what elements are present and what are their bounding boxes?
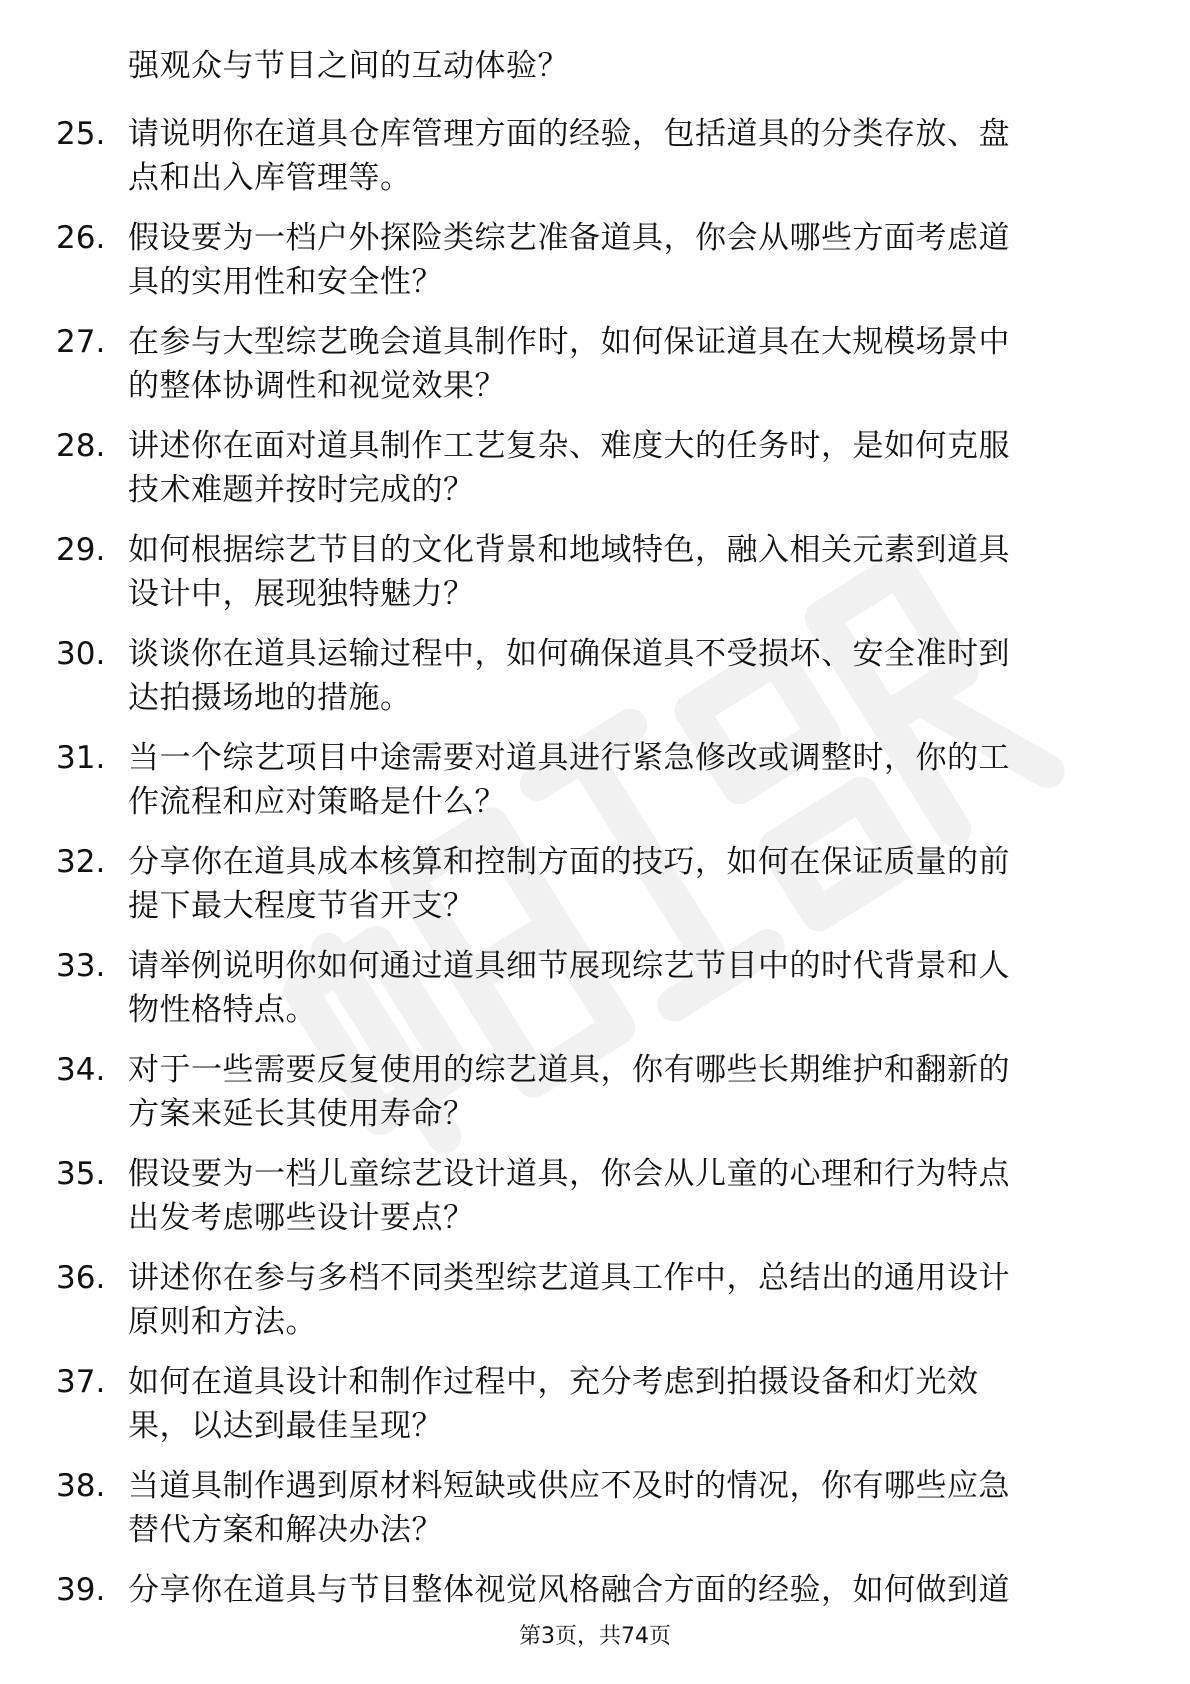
question-number: 35. [56,1156,106,1192]
question-number: 28. [56,428,106,464]
question-text [128,1568,1114,1612]
question-item [0,528,1190,632]
question-item [0,112,1190,216]
question-text-line: 方案来延长其使用寿命？ [128,1096,475,1132]
question-text-line: 设计中，展现独特魅力？ [128,576,475,612]
question-text [128,112,1114,200]
question-number: 39. [56,1572,106,1608]
question-text-line: 分享你在道具与节目整体视觉风格融合方面的经验，如何做到道 [128,1572,1010,1608]
question-item [0,1464,1190,1568]
question-text-line: 如何在道具设计和制作过程中，充分考虑到拍摄设备和灯光效 [128,1364,979,1400]
question-text [128,1464,1114,1552]
question-text [128,632,1114,720]
question-number: 30. [56,636,106,672]
question-text [128,320,1114,408]
question-number: 29. [56,532,106,568]
question-item [0,736,1190,840]
question-item [0,424,1190,528]
question-number: 26. [56,220,106,256]
question-text-line: 谈谈你在道具运输过程中，如何确保道具不受损坏、安全准时到 [128,636,1010,672]
page-footer: 第3页，共74页 [519,1624,671,1649]
question-number: 27. [56,324,106,360]
question-item [0,1568,1190,1672]
question-text-line: 如何根据综艺节目的文化背景和地域特色，融入相关元素到道具 [128,532,1010,568]
question-text-line: 原则和方法。 [128,1304,317,1340]
question-text-line: 具的实用性和安全性？ [128,264,443,300]
question-item [0,1256,1190,1360]
question-text [128,944,1114,1032]
question-text [128,840,1114,928]
question-text-line: 讲述你在参与多档不同类型综艺道具工作中，总结出的通用设计 [128,1260,1010,1296]
question-number: 31. [56,740,106,776]
question-list [0,112,1190,1672]
question-text-line: 分享你在道具成本核算和控制方面的技巧，如何在保证质量的前 [128,844,1010,880]
question-text [128,424,1114,512]
question-number: 34. [56,1052,106,1088]
question-item [0,216,1190,320]
question-text-line: 作流程和应对策略是什么？ [128,784,506,820]
question-text-line: 点和出入库管理等。 [128,160,412,196]
question-text-line: 请举例说明你如何通过道具细节展现综艺节目中的时代背景和人 [128,948,1010,984]
question-number: 32. [56,844,106,880]
question-number: 25. [56,116,106,152]
question-text [128,1152,1114,1240]
question-number: 38. [56,1468,106,1504]
question-text-line: 讲述你在面对道具制作工艺复杂、难度大的任务时，是如何克服 [128,428,1010,464]
question-text-line: 达拍摄场地的措施。 [128,680,412,716]
question-text-line: 当道具制作遇到原材料短缺或供应不及时的情况，你有哪些应急 [128,1468,1010,1504]
question-text-line: 对于一些需要反复使用的综艺道具，你有哪些长期维护和翻新的 [128,1052,1010,1088]
question-text-line: 技术难题并按时完成的？ [128,472,475,508]
question-text-line: 的整体协调性和视觉效果？ [128,368,506,404]
question-item [0,1048,1190,1152]
question-item [0,840,1190,944]
question-item [0,632,1190,736]
question-text-line: 物性格特点。 [128,992,317,1028]
question-text-line: 假设要为一档户外探险类综艺准备道具，你会从哪些方面考虑道 [128,220,1010,256]
question-item [0,1152,1190,1256]
question-text-line: 在参与大型综艺晚会道具制作时，如何保证道具在大规模场景中 [128,324,1010,360]
question-text-line: 提下最大程度节省开支？ [128,888,475,924]
question-text [128,736,1114,824]
question-item [0,320,1190,424]
question-number: 33. [56,948,106,984]
question-number: 36. [56,1260,106,1296]
question-text [128,1360,1114,1448]
question-item [0,944,1190,1048]
question-text [128,216,1114,304]
question-text-line: 当一个综艺项目中途需要对道具进行紧急修改或调整时，你的工 [128,740,1010,776]
question-text [128,1048,1114,1136]
question-text [128,1256,1114,1344]
continuation-text: 强观众与节目之间的互动体验？ [128,48,569,84]
question-text [128,528,1114,616]
question-item [0,1360,1190,1464]
question-text-line: 果，以达到最佳呈现？ [128,1408,443,1444]
question-text-line: 假设要为一档儿童综艺设计道具，你会从儿童的心理和行为特点 [128,1156,1010,1192]
question-text-line: 请说明你在道具仓库管理方面的经验，包括道具的分类存放、盘 [128,116,1010,152]
question-number: 37. [56,1364,106,1400]
question-text-line: 替代方案和解决办法？ [128,1512,443,1548]
question-text-line: 出发考虑哪些设计要点？ [128,1200,475,1236]
